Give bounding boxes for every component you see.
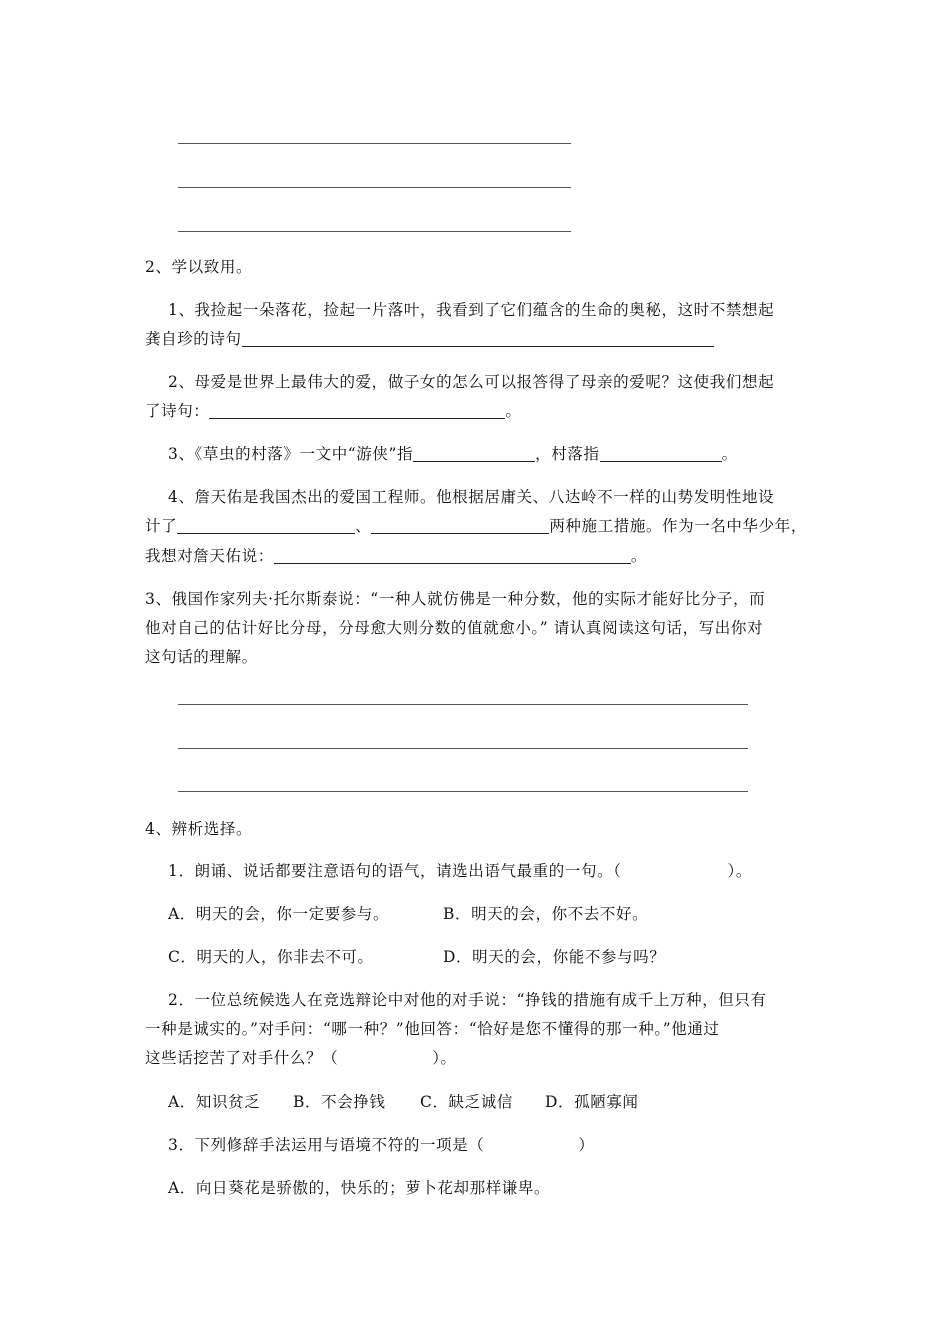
s2-q3-text-b: ，村落指	[535, 445, 600, 463]
s3-line2: 他对自己的估计好比分母，分母愈大则分数的值就愈小。” 请认真阅读这句话，写出你对	[145, 619, 764, 637]
s2-q2-line1: 2、母爱是世界上最伟大的爱，做子女的怎么可以报答得了母亲的爱呢？这使我们想起	[168, 373, 775, 391]
s4-q2-option-b: B．不会挣钱	[293, 1093, 386, 1111]
s4-q2-line2: 一种是诚实的。”对手问：“哪一种？”他回答：“恰好是您不懂得的那一种。”他通过	[145, 1020, 720, 1038]
s4-q2-line3-a: 这些话挖苦了对手什么？（	[145, 1049, 339, 1067]
s4-q1-option-a: A．明天的会，你一定要参与。	[168, 905, 390, 923]
s4-q3-stem-b: ）	[578, 1136, 595, 1154]
answer-line	[178, 791, 748, 792]
s4-q1-stem-a: 1．朗诵、说话都要注意语句的语气，请选出语气最重的一句。（	[168, 862, 622, 880]
s2-q4-line2-text-c: 两种施工措施。作为一名中华少年，	[549, 517, 807, 535]
s4-q2-line3-b: ）。	[432, 1049, 457, 1067]
period: 。	[630, 547, 647, 565]
s4-q2-option-a: A．知识贫乏	[168, 1093, 261, 1111]
s2-q4-line3-text: 我想对詹天佑说：	[145, 547, 274, 565]
s4-q2-option-d: D．孤陋寡闻	[545, 1093, 639, 1111]
answer-line	[178, 143, 571, 144]
answer-blank[interactable]	[209, 402, 505, 419]
s2-q2-line2	[145, 401, 522, 421]
s4-q3-stem-a: 3．下列修辞手法运用与语境不符的一项是（	[168, 1136, 485, 1154]
s2-q3-text-a: 3、《草虫的村落》一文中“游侠”指	[168, 445, 414, 463]
s4-q3-option-a: A．向日葵花是骄傲的，快乐的；萝卜花却那样谦卑。	[168, 1179, 551, 1197]
s2-q3	[168, 444, 738, 464]
s2-q4-line2-text-a: 计了	[145, 517, 178, 535]
period: 。	[721, 445, 738, 463]
s4-q1-stem-b: ）。	[727, 862, 752, 880]
s3-line1: 3、俄国作家列夫·托尔斯泰说：“一种人就仿佛是一种分数，他的实际才能好比分子，而	[145, 590, 766, 608]
answer-blank[interactable]	[371, 517, 549, 534]
s2-q1-line1: 1、我捡起一朵落花，捡起一片落叶，我看到了它们蕴含的生命的奥秘，这时不禁想起	[168, 301, 775, 319]
s3-line3: 这句话的理解。	[145, 648, 258, 666]
s2-q2-line2-text: 了诗句：	[145, 402, 210, 420]
s2-q1-line2-text: 龚自珍的诗句	[145, 330, 242, 348]
s4-q1-option-c: C．明天的人，你非去不可。	[168, 948, 374, 966]
s4-q1-stem	[168, 861, 752, 881]
s4-q3-stem	[168, 1135, 594, 1155]
s2-q4-line3	[145, 546, 647, 566]
s4-q1-option-d: D．明天的会，你能不参与吗？	[443, 948, 666, 966]
section-2-heading: 2、学以致用。	[145, 258, 253, 276]
period: 。	[505, 402, 522, 420]
s4-q2-line3	[145, 1048, 457, 1068]
answer-line	[178, 187, 571, 188]
s2-q4-line1: 4、詹天佑是我国杰出的爱国工程师。他根据居庸关、八达岭不一样的山势发明性地设	[168, 488, 775, 506]
section-4-heading: 4、辨析选择。	[145, 820, 253, 838]
answer-blank[interactable]	[177, 517, 355, 534]
s2-q4-line2	[145, 516, 807, 536]
s4-q2-option-c: C．缺乏诚信	[420, 1093, 513, 1111]
answer-line	[178, 231, 571, 232]
s2-q1-line2	[145, 329, 714, 349]
answer-blank[interactable]	[600, 445, 722, 462]
answer-blank[interactable]	[242, 330, 714, 347]
answer-line	[178, 748, 748, 749]
s4-q2-line1: 2．一位总统候选人在竞选辩论中对他的对手说：“挣钱的措施有成千上万种，但只有	[168, 991, 767, 1009]
s4-q1-option-b: B．明天的会，你不去不好。	[443, 905, 649, 923]
s2-q4-line2-text-b: 、	[355, 517, 372, 535]
answer-blank[interactable]	[413, 445, 535, 462]
answer-line	[178, 704, 748, 705]
answer-blank[interactable]	[274, 547, 631, 564]
